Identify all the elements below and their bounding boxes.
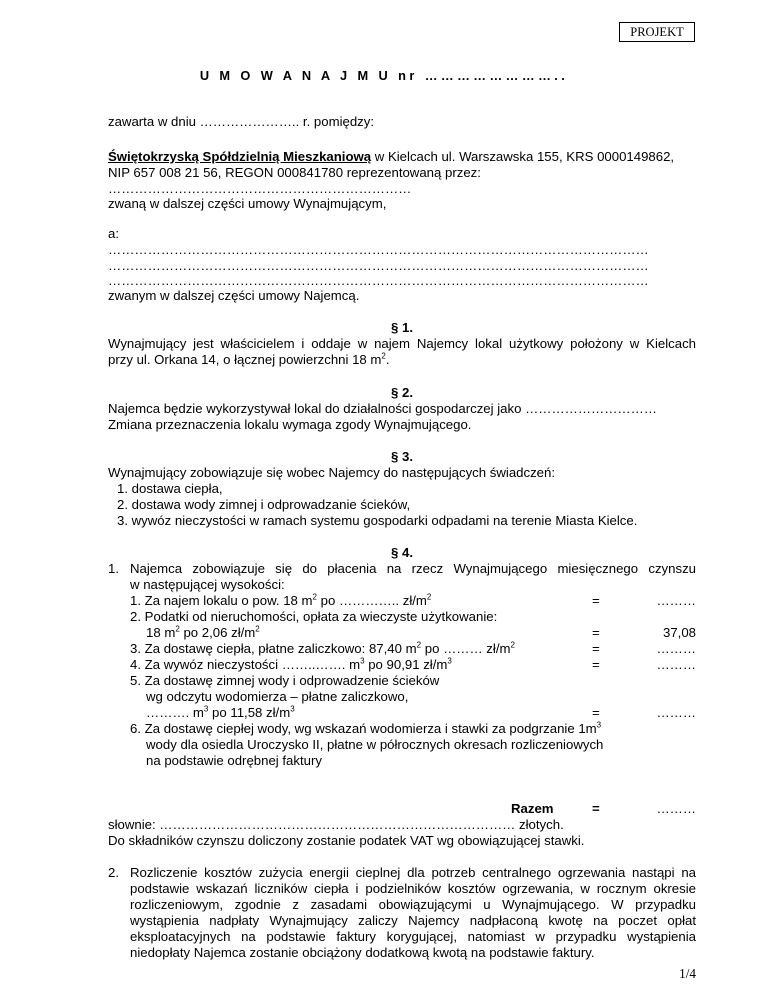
section-1-text: przy ul. Orkana 14, o łącznej powierzchni 18 m [108, 352, 382, 367]
rent-item-5: 5. Za dostawę zimnej wody i odprowadzenie ścieków [130, 673, 440, 688]
point-2-line: eksploatacyjnych na podstawie faktury korygującej, natomiast w przypadku wystąpienia [130, 929, 696, 944]
tenant-dots-1: …………………………………………………………………………………………………………… [108, 242, 649, 257]
landlord-line-1 [108, 149, 696, 164]
equals-sign: = [592, 801, 600, 816]
superscript: 2 [312, 592, 317, 602]
tenant-dots-2: …………………………………………………………………………………………………………… [108, 258, 649, 273]
rent-item-4 [130, 657, 452, 672]
section-1-end: . [385, 352, 390, 367]
rent-item-text: po 11,58 zł/m [208, 705, 291, 720]
rent-item-2: 2. Podatki od nieruchomości, opłata za wieczyste użytkowanie: [130, 609, 498, 624]
rent-item-text: po ……… zł/m [421, 641, 511, 656]
amount-value: ……… [656, 641, 696, 656]
landlord-name: Świętokrzyską Spółdzielnią Mieszkaniową [108, 149, 372, 164]
section-3-intro: Wynajmujący zobowiązuje się wobec Najemcy do następujących świadczeń: [108, 465, 556, 480]
total-value: ……… [656, 801, 696, 816]
superscript: 3 [203, 704, 209, 714]
superscript: 2 [416, 640, 422, 650]
section-1-line-2 [108, 352, 696, 367]
point-number: 1. [108, 561, 119, 576]
rent-item-5c [146, 705, 295, 720]
rent-item-text: 1. Za najem lokalu o pow. 18 m [130, 593, 313, 608]
tenant-note: zwanym w dalszej części umowy Najemcą. [108, 288, 360, 303]
section-4-heading: § 4. [391, 545, 413, 560]
landlord-address: w Kielcach ul. Warszawska 155, KRS 0000149862, [371, 149, 675, 164]
landlord-line-2: NIP 657 008 21 56, REGON 000841780 reprezentowaną przez: [108, 165, 481, 180]
superscript: 2 [255, 624, 260, 634]
superscript: 2 [426, 592, 432, 602]
rent-item-text: 3. Za dostawę ciepła, płatne zaliczkowo: 87,40 m [130, 641, 417, 656]
rent-item-text: po 90,91 zł/m [364, 657, 448, 672]
equals-sign: = [592, 657, 600, 672]
vat-note: Do składników czynszu doliczony zostanie podatek VAT wg obowiązującej stawki. [108, 833, 585, 848]
rent-item-text: 18 m [146, 625, 176, 640]
rent-item-text: 6. Za dostawę ciepłej wody, wg wskazań wodomierza i stawki za podgrzanie 1m [130, 721, 597, 736]
representative-dots: …………………………………………………………… [108, 181, 412, 196]
superscript: 2 [381, 351, 386, 361]
amount-value: ……… [656, 657, 696, 672]
superscript: 3 [360, 656, 365, 666]
superscript: 3 [290, 704, 295, 714]
equals-sign: = [592, 705, 600, 720]
point-2-line: podstawie wskazań liczników ciepła i podzielników kosztów ogrzewania, w rocznym okresie [130, 881, 696, 896]
landlord-note: zwaną w dalszej części umowy Wynajmującym, [108, 196, 387, 211]
point-2-line: rozliczeniowym, zgodnie z zasadami obowiązującymi u Wynajmującego. W przypadku [130, 897, 696, 912]
rent-item-1 [130, 593, 431, 608]
section-3-heading: § 3. [391, 449, 413, 464]
rent-item-6c: na podstawie odrębnej faktury [146, 753, 322, 768]
superscript: 3 [596, 720, 602, 730]
amount-in-words: słownie: ……………………………………………………………………… złotych. [108, 817, 564, 832]
superscript: 2 [510, 640, 515, 650]
superscript: 2 [175, 624, 180, 634]
point-2-line: wystąpienia nadpłaty Wynajmujący zaliczy Najemcy nadpłaconą kwotę na poczet opłat [130, 913, 696, 928]
rent-item-text: 4. Za wywóz nieczystości ……..……. m [130, 657, 361, 672]
project-stamp: PROJEKT [619, 22, 695, 42]
section-2-heading: § 2. [391, 385, 413, 400]
total-label: Razem [511, 801, 554, 816]
equals-sign: = [592, 641, 600, 656]
point-1-line-1: Najemca zobowiązuje się do płacenia na rzecz Wynajmującego miesięcznego czynszu [130, 561, 696, 576]
tenant-dots-3: …………………………………………………………………………………………………………… [108, 273, 649, 288]
page-title: U M O W A N A J M U nr …………………….. [199, 68, 569, 83]
point-number: 2. [108, 865, 119, 880]
section-2-line-1: Najemca będzie wykorzystywał lokal do działalności gospodarczej jako ………………………… [108, 401, 657, 416]
point-2-line: Rozliczenie kosztów zużycia energii cieplnej dla potrzeb centralnego ogrzewania nastąpi na [130, 865, 696, 880]
list-item: 3. wywóz nieczystości w ramach systemu gospodarki odpadami na terenie Miasta Kielce. [117, 513, 638, 528]
rent-item-6b: wody dla osiedla Uroczysko II, płatne w półrocznych okresach rozliczeniowych [146, 737, 604, 752]
equals-sign: = [592, 625, 600, 640]
point-2-line: niedopłaty Najemca zostanie obciążony dodatkową kwotą na podstawie faktury. [130, 945, 595, 960]
rent-item-text: ………. m [146, 705, 204, 720]
section-1-heading: § 1. [391, 320, 413, 335]
equals-sign: = [592, 593, 600, 608]
section-1-line-1: Wynajmujący jest właścicielem i oddaje w najem Najemcy lokal użytkowy położony w Kielcach [108, 336, 696, 351]
page-number: 1/4 [679, 966, 696, 981]
rent-item-text: po 2,06 zł/m [179, 625, 256, 640]
list-item: 1. dostawa ciepła, [117, 481, 223, 496]
section-2-line-2: Zmiana przeznaczenia lokalu wymaga zgody Wynajmującego. [108, 417, 472, 432]
rent-item-5b: wg odczytu wodomierza – płatne zaliczkowo, [146, 689, 409, 704]
amount-value: ……… [656, 705, 696, 720]
party-a-label: a: [108, 226, 119, 241]
amount-value: 37,08 [662, 625, 696, 640]
rent-item-text: po ………….. zł/m [316, 593, 427, 608]
amount-value: ……… [656, 593, 696, 608]
list-item: 2. dostawa wody zimnej i odprowadzanie ścieków, [117, 497, 411, 512]
superscript: 3 [447, 656, 452, 666]
intro-date-line: zawarta w dniu ………………….. r. pomiędzy: [108, 114, 375, 129]
point-1-line-2: w następującej wysokości: [130, 577, 285, 592]
rent-item-3 [130, 641, 515, 656]
rent-item-6 [130, 721, 601, 736]
rent-item-2b [146, 625, 260, 640]
